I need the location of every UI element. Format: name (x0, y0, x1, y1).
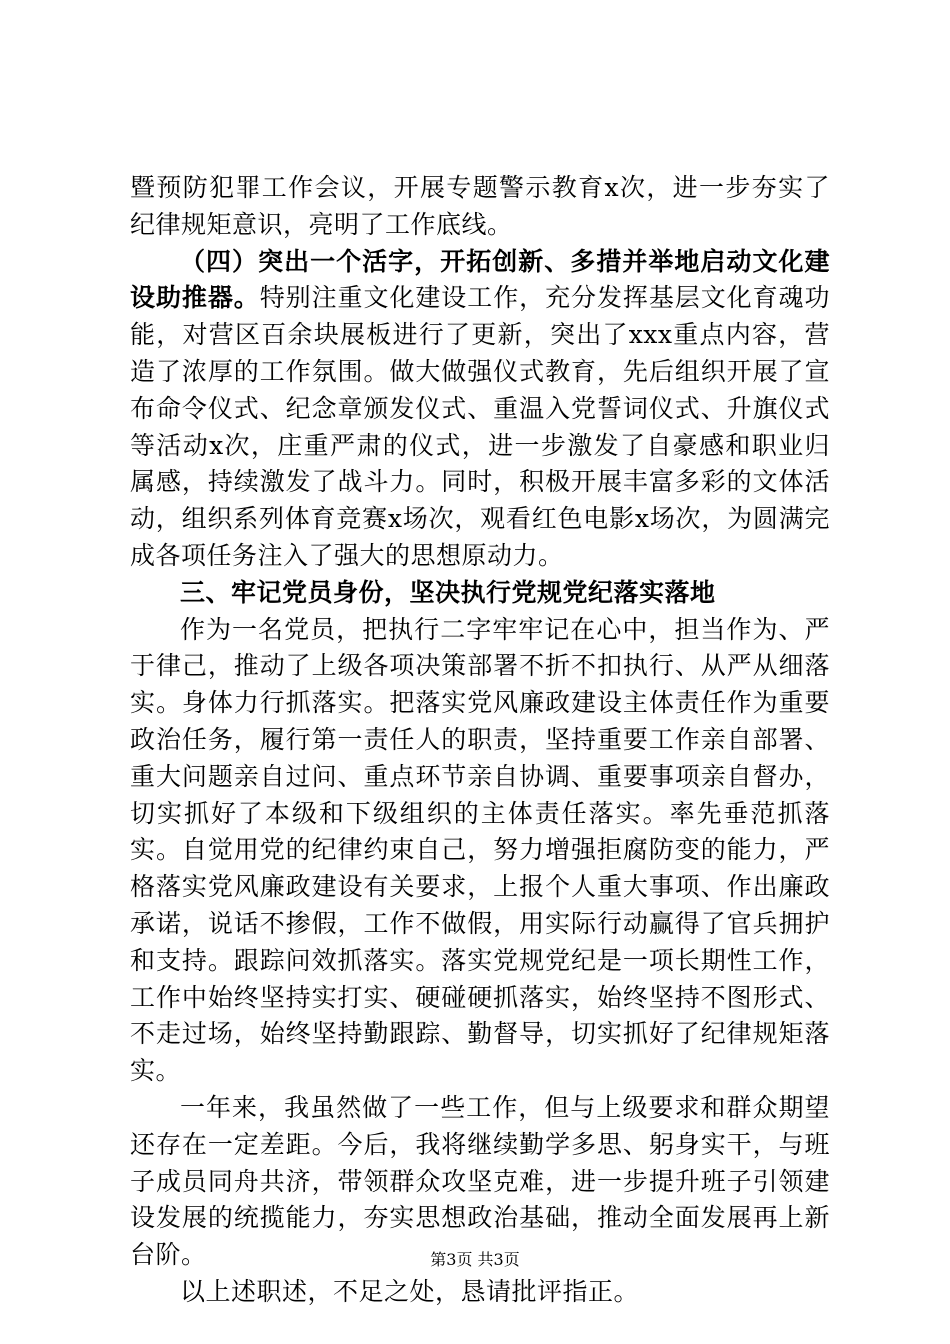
section-heading-three: 三、牢记党员身份，坚决执行党规党纪落实落地 (180, 577, 716, 607)
paragraph-closing: 以上述职述，不足之处，恳请批评指正。 (180, 1276, 640, 1306)
page-footer: 第3页 共3页 (430, 1250, 520, 1269)
paragraph-culture (130, 244, 830, 575)
paragraph-continued: 暨预防犯罪工作会议，开展专题警示教育x次，进一步夯实了纪律规矩意识，亮明了工作底线。 (130, 173, 830, 239)
subsection-heading-four: （四）突出一个活字，开拓创新、多措并举地启动文化建设助推器。 (130, 246, 830, 313)
paragraph-culture-body: 特别注重文化建设工作，充分发挥基层文化育魂功能，对营区百余块展板进行了更新，突出了xxx重点内容，营造了浓厚的工作氛围。做大做强仪式教育，先后组织开展了宣布命令仪式、纪念章颁发仪式、重温入党誓词仪式、升旗仪式等活动x次，庄重严肃的仪式，进一步激发了自豪感和职业归属感，持续激发了战斗力。同时，积极开展丰富多彩的文体活动，组织系列体育竞赛x场次，观看红色电影x场次，为圆满完成各项任务注入了强大的思想原动力。 (130, 283, 830, 570)
paragraph-summary: 一年来，我虽然做了一些工作，但与上级要求和群众期望还存在一定差距。今后，我将继续勤学多思、躬身实干，与班子成员同舟共济，带领群众攻坚克难，进一步提升班子引领建设发展的统揽能力，夯实思想政治基础，推动全面发展再上新台阶。 (130, 1092, 830, 1270)
paragraph-discipline: 作为一名党员，把执行二字牢牢记在心中，担当作为、严于律己，推动了上级各项决策部署不折不扣执行、从严从细落实。身体力行抓落实。把落实党风廉政建设主体责任作为重要政治任务，履行第一责任人的职责，坚持重要工作亲自部署、重大问题亲自过问、重点环节亲自协调、重要事项亲自督办，切实抓好了本级和下级组织的主体责任落实。率先垂范抓落实。自觉用党的纪律约束自己，努力增强拒腐防变的能力，严格落实党风廉政建设有关要求，上报个人重大事项、作出廉政承诺，说话不掺假，工作不做假，用实际行动赢得了官兵拥护和支持。跟踪问效抓落实。落实党规党纪是一项长期性工作，工作中始终坚持实打实、硬碰硬抓落实，始终坚持不图形式、不走过场，始终坚持勤跟踪、勤督导，切实抓好了纪律规矩落实。 (130, 614, 830, 1086)
document-body (130, 170, 830, 1311)
